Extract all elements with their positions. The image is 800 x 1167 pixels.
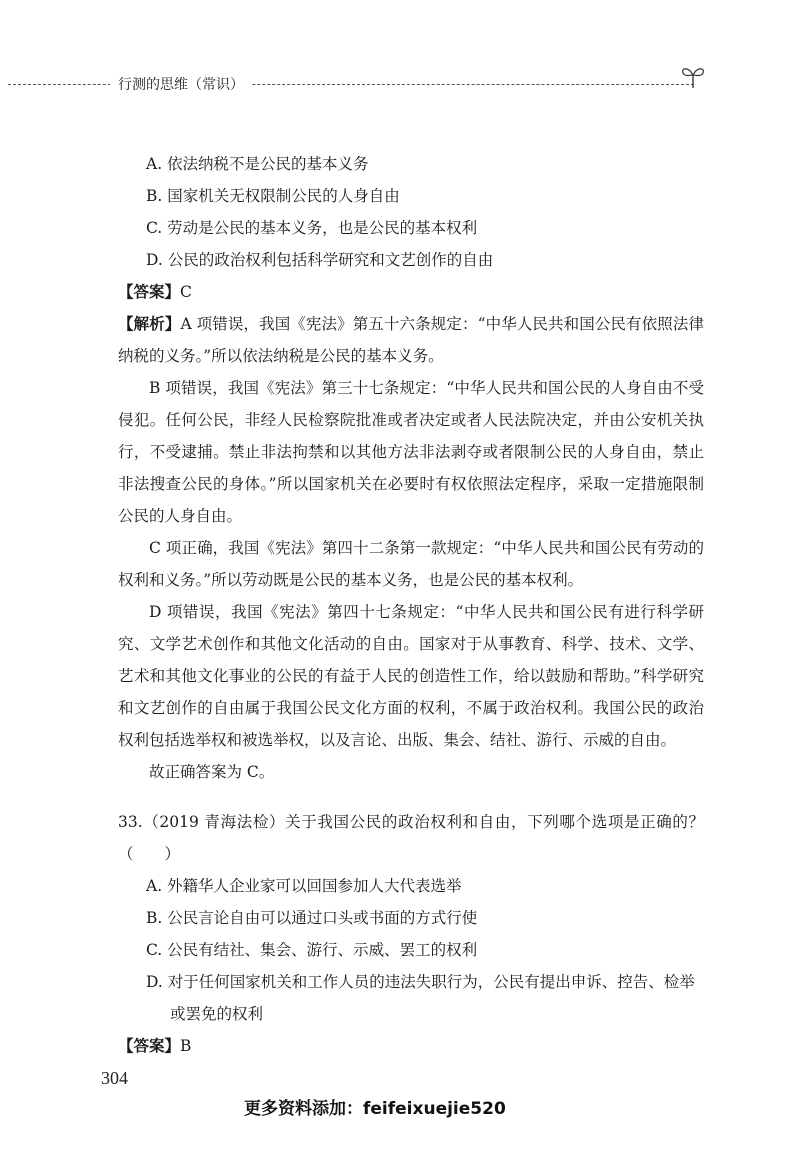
q33-answer-value: B: [180, 1037, 192, 1055]
q33-option-c: C. 公民有结社、集会、游行、示威、罢工的权利: [146, 941, 478, 959]
footer-note: 更多资料添加：feifeixuejie520: [244, 1099, 506, 1119]
q33-option-d-wrap: 或罢免的权利: [170, 1005, 264, 1023]
analysis-tag: 【解析】: [118, 314, 181, 333]
conclusion: 故正确答案为 C。: [149, 763, 275, 781]
analysis-d: D 项错误，我国《宪法》第四十七条规定：“中华人民共和国公民有进行科学研究、文学艺术创作和其他文化活动的自由。国家对于从事教育、科学、技术、文学、艺术和其他文化事业的公民的有益于人民的创造性工作，给以鼓励和帮助。”科学研究和文艺创作的自由属于我国公民文化方面的权利，不属于政治权利。我国公民的政治权利包括选举权和被选举权，以及言论、出版、集会、结社、游行、示威的自由。: [118, 603, 704, 749]
answer-value: C: [180, 283, 192, 301]
option-c: C. 劳动是公民的基本义务，也是公民的基本权利: [146, 219, 478, 237]
sprout-icon: [678, 60, 708, 90]
running-header: 行测的思维（常识）: [110, 74, 252, 94]
page-content: [118, 148, 704, 1062]
question-33-stem: 33.（2019 青海法检）关于我国公民的政治权利和自由，下列哪个选项是正确的？（ ）: [118, 813, 704, 863]
q33-option-b: B. 公民言论自由可以通过口头或书面的方式行使: [146, 909, 478, 927]
analysis-c: C 项正确，我国《宪法》第四十二条第一款规定：“中华人民共和国公民有劳动的权利和义务。”所以劳动既是公民的基本义务，也是公民的基本权利。: [118, 539, 704, 589]
option-a: A. 依法纳税不是公民的基本义务: [146, 155, 369, 173]
analysis-a-text: A 项错误，我国《宪法》第五十六条规定：“中华人民共和国公民有依照法律纳税的义务。”所以依法纳税是公民的基本义务。: [118, 315, 704, 365]
q33-answer-line: [118, 1030, 704, 1062]
q33-option-a: A. 外籍华人企业家可以回国参加人大代表选举: [146, 877, 462, 895]
option-b: B. 国家机关无权限制公民的人身自由: [146, 187, 400, 205]
option-d: D. 公民的政治权利包括科学研究和文艺创作的自由: [146, 251, 494, 269]
analysis-a: [118, 308, 704, 372]
q33-answer-tag: 【答案】: [118, 1036, 181, 1055]
analysis-b: B 项错误，我国《宪法》第三十七条规定：“中华人民共和国公民的人身自由不受侵犯。任何公民，非经人民检察院批准或者决定或者人民法院决定，并由公安机关执行，不受逮捕。禁止非法拘禁和以其他方法非法剥夺或者限制公民的人身自由，禁止非法搜查公民的身体。”所以国家机关在必要时有权依照法定程序，采取一定措施限制公民的人身自由。: [118, 379, 704, 525]
answer-tag: 【答案】: [118, 282, 181, 301]
q33-option-d: D. 对于任何国家机关和工作人员的违法失职行为，公民有提出申诉、控告、检举: [146, 973, 695, 991]
answer-line: [118, 276, 704, 308]
page-number: 304: [101, 1068, 128, 1088]
